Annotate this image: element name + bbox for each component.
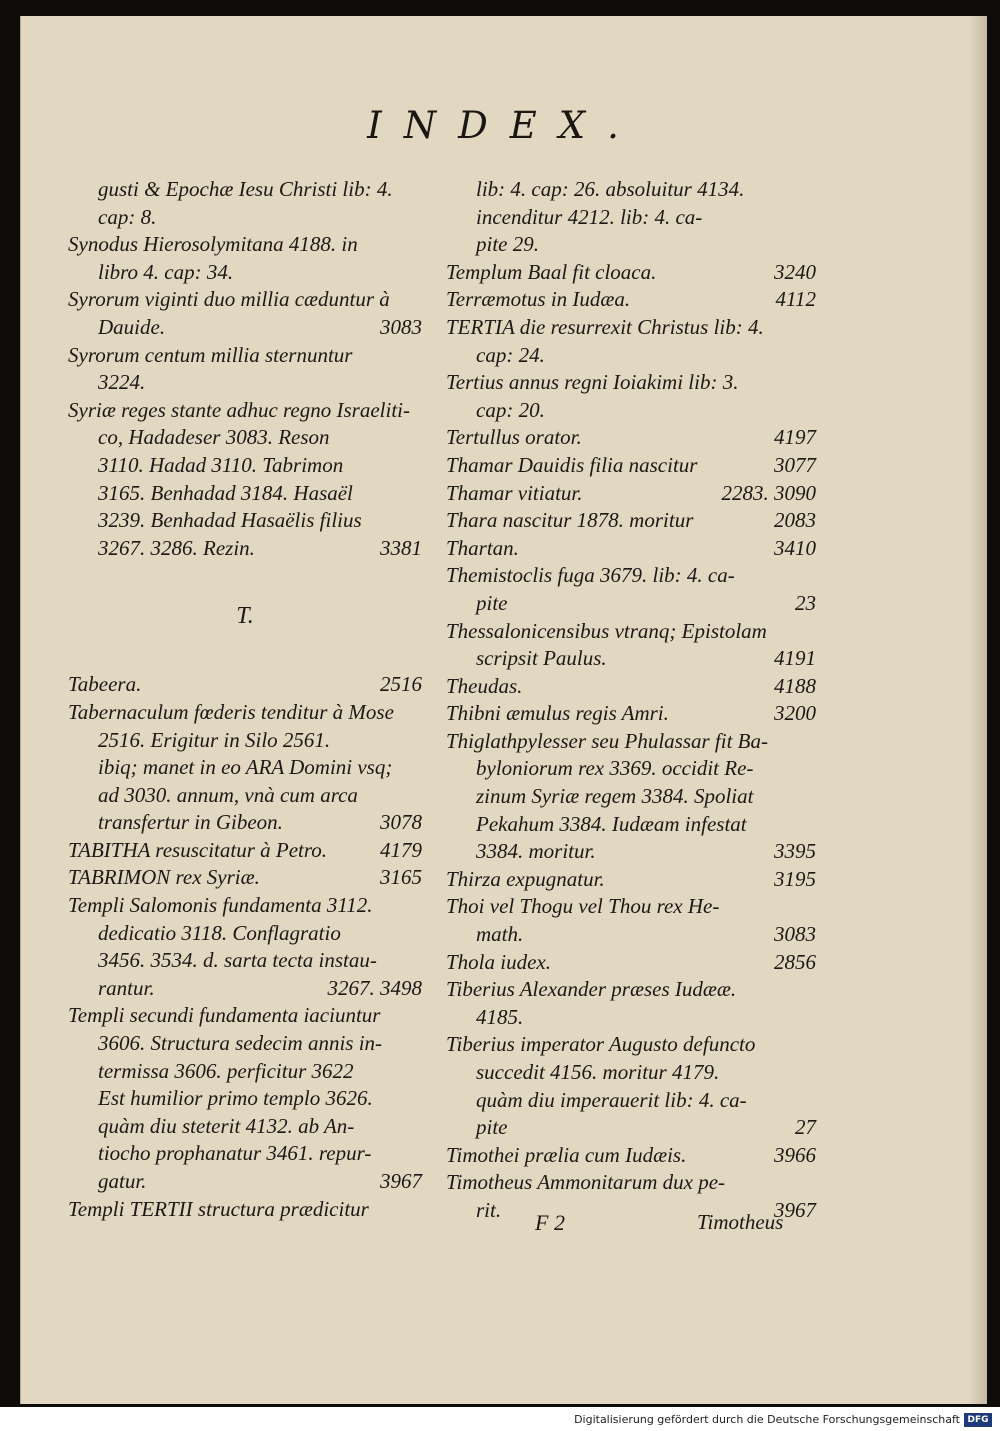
index-entry-number: 3410 <box>774 535 816 560</box>
index-entry-text: tiocho prophanatur 3461. repur- <box>98 1141 372 1166</box>
index-entry-text: Dauide. <box>98 314 166 339</box>
index-entry-number: 2516 <box>380 672 422 697</box>
index-entry-text: quàm diu steterit 4132. ab An- <box>98 1113 355 1138</box>
index-line <box>446 1142 816 1170</box>
index-line <box>68 342 422 370</box>
index-line <box>68 837 422 865</box>
index-entry-text: Thola iudex. <box>446 949 551 974</box>
index-line <box>68 176 422 204</box>
catchword: Timotheus <box>697 1210 784 1234</box>
credit-text: Digitalisierung gefördert durch die Deutsche Forschungsgemeinschaft <box>574 1413 960 1426</box>
index-line <box>68 754 422 782</box>
index-entry-text: 3267. 3286. Rezin. <box>98 535 255 560</box>
index-entry-text: Templi secundi fundamenta iaciuntur <box>68 1003 381 1028</box>
index-entry-text: Tiberius imperator Augusto defuncto <box>446 1032 756 1057</box>
index-line <box>68 480 422 508</box>
index-entry-text: Thara nascitur 1878. moritur <box>446 508 694 533</box>
index-line <box>68 920 422 948</box>
index-line <box>446 314 816 342</box>
index-entry-text: 3456. 3534. d. sarta tecta instau- <box>98 948 377 973</box>
index-entry-text: rit. <box>476 1197 502 1222</box>
index-entry-text: ad 3030. annum, vnà cum arca <box>98 782 358 807</box>
index-line <box>68 1030 422 1058</box>
index-line <box>446 452 816 480</box>
left-entries <box>68 176 422 562</box>
index-entry-number: 3165 <box>380 865 422 890</box>
page-header: INDEX. <box>367 104 641 147</box>
index-entry-text: quàm diu imperauerit lib: 4. ca- <box>476 1087 747 1112</box>
index-entry-text: Tiberius Alexander præses Iudææ. <box>446 977 737 1002</box>
index-line <box>446 811 816 839</box>
index-line <box>446 838 816 866</box>
index-entry-text: cap: 24. <box>476 342 545 367</box>
index-line <box>68 782 422 810</box>
index-line <box>446 1004 816 1032</box>
index-line <box>68 507 422 535</box>
index-line <box>68 535 422 563</box>
index-entry-number: 4197 <box>774 425 816 450</box>
index-line <box>68 1168 422 1196</box>
index-entry-text: Templum Baal fit cloaca. <box>446 259 657 284</box>
index-entry-text: TABITHA resuscitatur à Petro. <box>68 837 327 862</box>
index-entry-number: 3967 <box>380 1169 422 1193</box>
index-entry-text: 3606. Structura sedecim annis in- <box>98 1031 383 1056</box>
index-entry-number: 3267. 3498 <box>327 975 422 1000</box>
index-line <box>446 1169 816 1197</box>
index-line <box>68 369 422 397</box>
dfg-logo-icon: DFG <box>964 1413 992 1427</box>
index-entry-text: Thirza expugnatur. <box>446 866 605 891</box>
right-entries <box>446 176 816 1225</box>
index-entry-text: gatur. <box>98 1169 147 1193</box>
index-line <box>68 1058 422 1086</box>
index-line <box>446 480 816 508</box>
index-entry-text: Thamar Dauidis filia nascitur <box>446 452 698 477</box>
index-line <box>446 618 816 646</box>
index-entry-text: incenditur 4212. lib: 4. ca- <box>476 204 703 229</box>
index-entry-number: 2283. 3090 <box>721 480 816 505</box>
index-line <box>446 700 816 728</box>
index-entry-number: 2083 <box>774 508 816 533</box>
index-entry-text: Tertius annus regni Ioiakimi lib: 3. <box>446 370 739 395</box>
section-gap <box>68 644 422 671</box>
index-entry-number: 3967 <box>774 1197 816 1222</box>
credit-bar <box>0 1411 1000 1431</box>
index-line <box>446 535 816 563</box>
index-entry-number: 3077 <box>774 452 816 477</box>
left-entries-t <box>68 671 422 1223</box>
index-line <box>68 1002 422 1030</box>
index-line <box>68 975 422 1003</box>
index-entry-text: Pekahum 3384. Iudæam infestat <box>476 811 747 836</box>
index-line <box>446 673 816 701</box>
index-line <box>446 424 816 452</box>
signature-mark: F 2 <box>535 1210 565 1235</box>
index-entry-text: termissa 3606. perficitur 3622 <box>98 1058 354 1083</box>
index-entry-number: 27 <box>795 1115 816 1140</box>
index-entry-text: Tabernaculum fœderis tenditur à Mose <box>68 699 394 724</box>
index-entry-text: 3165. Benhadad 3184. Hasaël <box>98 480 353 505</box>
index-entry-text: Thartan. <box>446 535 519 560</box>
index-line <box>446 1087 816 1115</box>
index-entry-text: Tabeera. <box>68 672 142 697</box>
index-line <box>446 176 816 204</box>
index-line <box>68 231 422 259</box>
index-entry-number: 3240 <box>774 259 816 284</box>
right-column <box>446 176 816 1225</box>
index-line <box>68 727 422 755</box>
index-entry-text: cap: 20. <box>476 397 545 422</box>
index-entry-text: Thessalonicensibus vtranq; Epistolam <box>446 618 767 643</box>
index-entry-number: 3966 <box>774 1142 816 1167</box>
index-entry-text: Est humilior primo templo 3626. <box>98 1086 373 1111</box>
index-entry-text: 4185. <box>476 1004 524 1029</box>
index-line <box>446 397 816 425</box>
index-entry-number: 23 <box>795 590 816 615</box>
index-entry-text: Timotheus Ammonitarum dux pe- <box>446 1170 726 1195</box>
index-entry-text: transfertur in Gibeon. <box>98 810 283 835</box>
index-entry-text: 3384. moritur. <box>476 839 596 864</box>
index-entry-text: pite <box>476 1115 508 1140</box>
index-line <box>68 864 422 892</box>
index-entry-text: Syrorum centum millia sternuntur <box>68 342 353 367</box>
index-entry-text: co, Hadadeser 3083. Reson <box>98 425 330 450</box>
index-line <box>68 892 422 920</box>
index-line <box>68 1113 422 1141</box>
index-line <box>68 314 422 342</box>
index-line <box>68 204 422 232</box>
index-entry-text: lib: 4. cap: 26. absoluitur 4134. <box>476 177 745 201</box>
index-line <box>446 507 816 535</box>
index-line <box>68 452 422 480</box>
index-line <box>446 949 816 977</box>
index-entry-text: pite <box>476 590 508 615</box>
index-entry-text: 2516. Erigitur in Silo 2561. <box>98 727 331 752</box>
index-entry-text: cap: 8. <box>98 204 157 229</box>
index-line <box>68 259 422 287</box>
index-entry-text: Thamar vitiatur. <box>446 480 583 505</box>
index-line <box>446 645 816 673</box>
index-line <box>446 866 816 894</box>
index-line <box>68 809 422 837</box>
index-entry-text: rantur. <box>98 975 155 1000</box>
index-line <box>446 783 816 811</box>
index-entry-number: 3195 <box>774 866 816 891</box>
index-line <box>446 1031 816 1059</box>
index-entry-number: 4188 <box>774 673 816 698</box>
index-entry-number: 3381 <box>380 535 422 560</box>
index-entry-text: Thibni æmulus regis Amri. <box>446 701 669 726</box>
index-entry-number: 3083 <box>380 314 422 339</box>
index-line <box>68 699 422 727</box>
index-entry-number: 4191 <box>774 646 816 671</box>
index-line <box>68 397 422 425</box>
index-entry-text: Thiglathpylesser seu Phulassar fit Ba- <box>446 728 768 753</box>
index-entry-text: 3239. Benhadad Hasaëlis filius <box>98 508 362 533</box>
index-entry-text: Tertullus orator. <box>446 425 582 450</box>
index-line <box>446 590 816 618</box>
index-entry-text: Terræmotus in Iudæa. <box>446 287 631 312</box>
index-entry-text: Templi TERTII structura prædicitur <box>68 1196 369 1221</box>
index-entry-text: pite 29. <box>476 232 539 257</box>
index-entry-text: dedicatio 3118. Conflagratio <box>98 920 341 945</box>
index-entry-text: Synodus Hierosolymitana 4188. in <box>68 232 358 257</box>
index-entry-number: 3083 <box>774 922 816 947</box>
index-line <box>446 286 816 314</box>
left-column <box>68 176 422 1223</box>
index-entry-number: 4179 <box>380 837 422 862</box>
index-entry-text: math. <box>476 922 524 947</box>
index-entry-text: scripsit Paulus. <box>476 646 607 671</box>
index-entry-text: Theudas. <box>446 673 523 698</box>
index-entry-text: Themistoclis fuga 3679. lib: 4. ca- <box>446 563 735 588</box>
index-entry-text: ibiq; manet in eo ARA Domini vsq; <box>98 755 393 780</box>
index-line <box>446 755 816 783</box>
index-line <box>68 424 422 452</box>
index-line <box>446 259 816 287</box>
index-line <box>446 369 816 397</box>
index-line <box>446 562 816 590</box>
index-line <box>446 728 816 756</box>
index-line <box>446 231 816 259</box>
index-entry-text: 3224. <box>98 370 146 395</box>
index-entry-text: zinum Syriæ regem 3384. Spoliat <box>476 784 754 809</box>
index-line <box>446 976 816 1004</box>
index-entry-text: succedit 4156. moritur 4179. <box>476 1060 720 1084</box>
index-entry-text: TABRIMON rex Syriæ. <box>68 865 260 890</box>
index-entry-text: 3110. Hadad 3110. Tabrimon <box>98 452 344 477</box>
index-entry-text: Syriæ reges stante adhuc regno Israeliti- <box>68 397 410 422</box>
index-entry-number: 4112 <box>775 287 816 312</box>
index-entry-text: Templi Salomonis fundamenta 3112. <box>68 893 373 918</box>
section-gap <box>68 562 422 589</box>
index-line <box>68 1196 422 1224</box>
index-entry-text: Thoi vel Thogu vel Thou rex He- <box>446 894 720 919</box>
index-line <box>446 1059 816 1087</box>
index-line <box>68 671 422 699</box>
index-line <box>68 286 422 314</box>
index-entry-text: libro 4. cap: 34. <box>98 259 234 284</box>
index-entry-text: gusti & Epochæ Iesu Christi lib: 4. <box>98 177 393 201</box>
index-line <box>446 921 816 949</box>
index-line <box>68 1085 422 1113</box>
index-entry-text: Timothei prælia cum Iudæis. <box>446 1142 687 1167</box>
index-line <box>446 1114 816 1142</box>
index-entry-number: 3395 <box>774 839 816 864</box>
index-line <box>68 947 422 975</box>
index-line <box>68 1140 422 1168</box>
book-page <box>20 16 987 1404</box>
index-entry-text: byloniorum rex 3369. occidit Re- <box>476 756 754 781</box>
index-line <box>446 893 816 921</box>
index-line <box>446 342 816 370</box>
index-entry-number: 3200 <box>774 701 816 726</box>
index-entry-text: Syrorum viginti duo millia cæduntur à <box>68 287 390 312</box>
index-entry-number: 2856 <box>774 949 816 974</box>
index-entry-number: 3078 <box>380 810 422 835</box>
index-line <box>446 204 816 232</box>
index-entry-text: TERTIA die resurrexit Christus lib: 4. <box>446 314 764 339</box>
section-letter: T. <box>236 603 254 630</box>
